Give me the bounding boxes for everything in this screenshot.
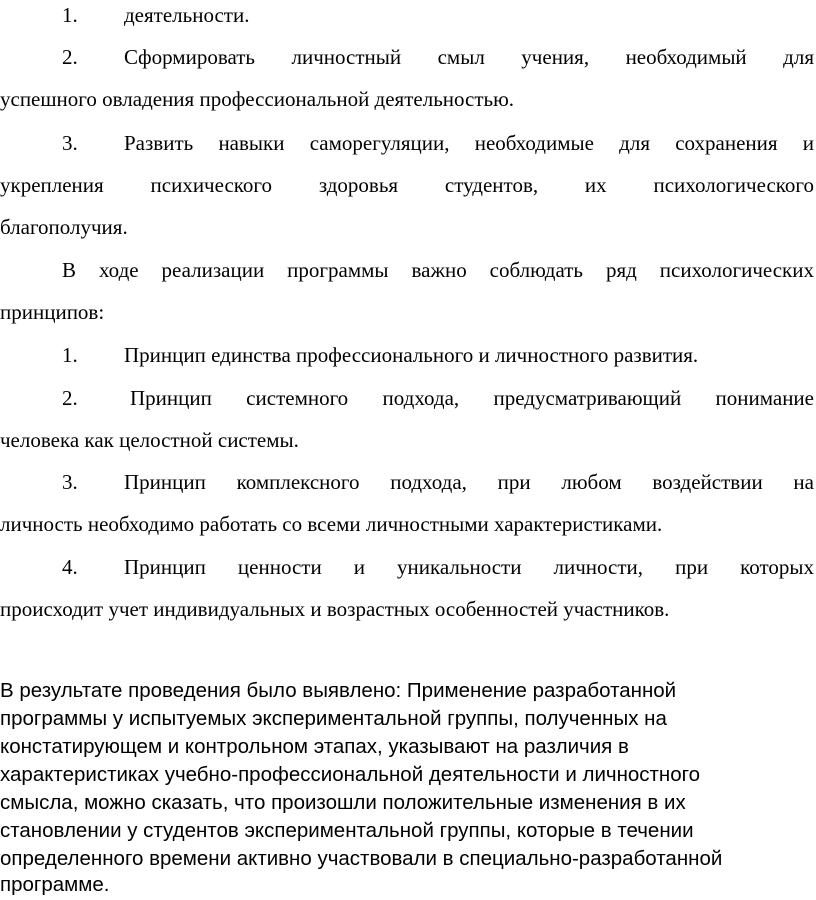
result-text-line: программы у испытуемых экспериментальной группы, полученных на <box>0 707 667 730</box>
goal-number: 3. <box>62 131 78 155</box>
principle-number: 2. <box>62 386 78 410</box>
principle-number: 3. <box>62 470 78 494</box>
goal-number: 1. <box>62 3 78 27</box>
result-text-line: программе. <box>0 873 110 896</box>
goal-text-line: Развить навыки саморегуляции, необходимые для сохранения и <box>124 131 814 155</box>
result-text-line: определенного времени активно участвовали в специально-разработанной <box>0 847 723 870</box>
goal-text-line: успешного овладения профессиональной деятельностью. <box>0 87 515 111</box>
principle-text-line: Принцип ценности и уникальности личности, при которых <box>124 555 814 579</box>
result-text-line: характеристиках учебно-профессиональной деятельности и личностного <box>0 763 701 786</box>
principle-text-line: человека как целостной системы. <box>0 428 299 452</box>
result-text-line: становлении у студентов экспериментальной группы, которые в течении <box>0 819 694 842</box>
intro-text-line: В ходе реализации программы важно соблюдать ряд психологических <box>62 258 814 282</box>
goal-text-line: благополучия. <box>0 215 128 239</box>
goal-text-line: укрепления психического здоровья студентов, их психологического <box>0 173 814 197</box>
result-text-line: констатирующем и контрольном этапах, указывают на различия в <box>0 735 629 758</box>
result-text-line: смысла, можно сказать, что произошли положительные изменения в их <box>0 791 686 814</box>
principle-text-line: Принцип единства профессионального и личностного развития. <box>124 343 699 367</box>
principle-text-line: личность необходимо работать со всеми личностными характеристиками. <box>0 512 663 536</box>
principle-text-line: происходит учет индивидуальных и возрастных особенностей участников. <box>0 597 670 621</box>
principle-number: 1. <box>62 343 78 367</box>
goal-number: 2. <box>62 45 78 69</box>
principle-number: 4. <box>62 555 78 579</box>
goal-text-line: деятельности. <box>124 3 250 27</box>
intro-text-line: принципов: <box>0 300 105 324</box>
principle-text-line: Принцип системного подхода, предусматривающий понимание <box>130 386 814 410</box>
goal-text-line: Сформировать личностный смыл учения, необходимый для <box>124 45 814 69</box>
result-text-line: В результате проведения было выявлено: Применение разработанной <box>0 679 677 702</box>
principle-text-line: Принцип комплексного подхода, при любом воздействии на <box>124 470 814 494</box>
